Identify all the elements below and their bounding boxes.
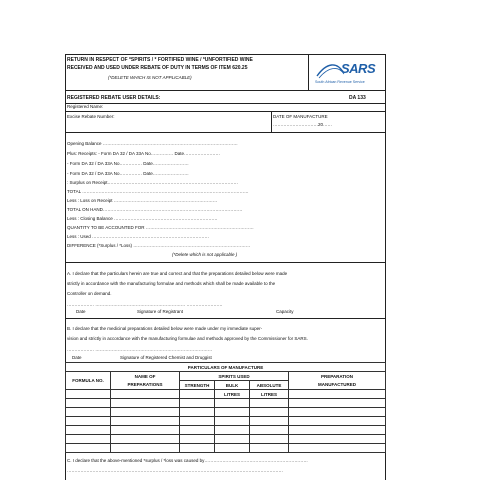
logo-divider (308, 54, 309, 90)
delete-note: (*DELETE WHICH IS NOT APPLICABLE) (108, 75, 192, 80)
balance-row-loss: Less : Loss on Receipt …………………………………………………………… (67, 198, 218, 203)
declaration-a-line2: strictly in accordance with the manufacturing formulae and methods which shall be made available to the (67, 281, 276, 286)
table-row (66, 417, 386, 426)
col-name-of: NAME OF (111, 372, 180, 381)
user-details-heading: REGISTERED REBATE USER DETAILS: (67, 95, 161, 101)
declaration-a-signature-label: Signature of Registrant (137, 309, 184, 314)
user-details-line1 (65, 103, 385, 104)
declaration-c-line2: ……………………………………………………………………………………………………………………………… (67, 468, 283, 473)
declaration-a-dots: ……………… …………………………………………………… …………………… (67, 302, 223, 307)
col-absolute-litres: LITRES (250, 390, 289, 399)
registered-name-label: Registered Name: (67, 104, 104, 109)
table-cell (111, 390, 180, 399)
balance-row-closing: Less : Closing Balance …………………………………………………………… (67, 216, 218, 221)
declaration-a-capacity-label: Capacity (276, 309, 294, 314)
table-row (66, 399, 386, 408)
col-preparation: PREPARATION (289, 372, 386, 381)
balance-bottom (65, 262, 385, 263)
form-title-line2: RECEIVED AND USED UNDER REBATE OF DUTY IN TERMS OF ITEM 620.25 (67, 65, 248, 71)
balance-row-receipt-2: - Form DA 32 / DA 33A No…………… Date…………………… (67, 161, 189, 166)
declaration-b-line2: vision and strictly in accordance with the manufacturing formulae and methods approved by the Commissioner for SARS. (67, 336, 308, 341)
date-of-manufacture-label: DATE OF MANUFACTURE (273, 114, 328, 119)
table-cell (289, 390, 386, 399)
col-absolute: ABSOLUTE (250, 381, 289, 390)
balance-row-total-on-hand: TOTAL ON HAND………………………………………………………………………………… (67, 207, 243, 212)
col-formula-no: FORMULA NO. (66, 372, 111, 390)
balance-row-receipt-3: - Form DA 32 / DA 33A No…………… Date…………………… (67, 171, 189, 176)
header-bottom-border (65, 90, 385, 91)
balance-row-used: Less : Used …………………………………………………………………… (67, 234, 210, 239)
col-bulk-litres: LITRES (215, 390, 250, 399)
balance-row-quantity: QUANTITY TO BE ACCOUNTED FOR ……………………………………………………………… (67, 225, 254, 230)
form-title-line1: RETURN IN RESPECT OF *SPIRITS / * FORTIFIED WINE / *UNFORTIFIED WINE (67, 57, 253, 63)
particulars-table (65, 362, 386, 453)
declaration-a-date-label: Date (76, 309, 86, 314)
declaration-b-signature-label: Signature of Registered Chemist and Druggist (120, 355, 212, 360)
declaration-a-line1: A. I declare that the particulars herein are true and correct and that the preparations detailed below were made (67, 271, 288, 276)
col-preparations: PREPARATIONS (111, 381, 180, 390)
declaration-c-line1: C. I declare that the above-mentioned *surplus / *loss was caused by…………………………………………………………… (67, 458, 308, 463)
balance-row-surplus: : Surplus on Receipt…………………………………………………………………………… (67, 180, 239, 185)
form-top-border (65, 54, 385, 55)
user-details-bottom (65, 132, 385, 133)
col-spirits-used: SPIRITS USED (180, 372, 289, 381)
balance-row-receipt-1: Plus: Receipts: - Form DA 32 / DA 33A No…………… Date…………………… (67, 151, 221, 156)
table-cell (66, 390, 111, 399)
declaration-b-date-label: Date (72, 355, 82, 360)
declaration-a-line3: Controller on demand. (67, 291, 112, 296)
balance-row-total: TOTAL ………………………………………………………………………………………………… (67, 189, 249, 194)
balance-row-opening: Opening Balance ……………………………………………………………………………… (67, 141, 238, 146)
table-title: PARTICULARS OF MANUFACTURE (66, 363, 386, 372)
declaration-b-dots: ……………… …………………………………………………………………… (67, 347, 213, 352)
date-of-manufacture-value: …………………………20…… (273, 122, 333, 127)
declaration-a-bottom (65, 318, 385, 319)
table-row (66, 435, 386, 444)
declaration-b-line1: B. I declare that the medicinal preparations detailed below were made under my immediate super- (67, 326, 263, 331)
table-row (66, 408, 386, 417)
user-details-line2 (65, 111, 385, 112)
col-manufactured: MANUFACTURED (289, 381, 386, 390)
date-box-divider (271, 111, 272, 132)
table-row (66, 444, 386, 453)
table-row (66, 426, 386, 435)
excise-rebate-label: Excise Rebate Number: (67, 114, 115, 119)
form-code: DA 133 (349, 95, 366, 101)
table-cell (180, 390, 215, 399)
logo-text: SARS (341, 61, 376, 76)
delete-note-2: (*Delete which is not applicable ) (172, 252, 238, 257)
balance-row-difference: DIFFERENCE (*Surplus / *Loss) …………………………………………………………………… (67, 243, 251, 248)
col-bulk: BULK (215, 381, 250, 390)
col-strength: STRENGTH (180, 381, 215, 390)
sars-logo (313, 58, 383, 88)
logo-subtitle: South African Revenue Service (315, 80, 365, 84)
